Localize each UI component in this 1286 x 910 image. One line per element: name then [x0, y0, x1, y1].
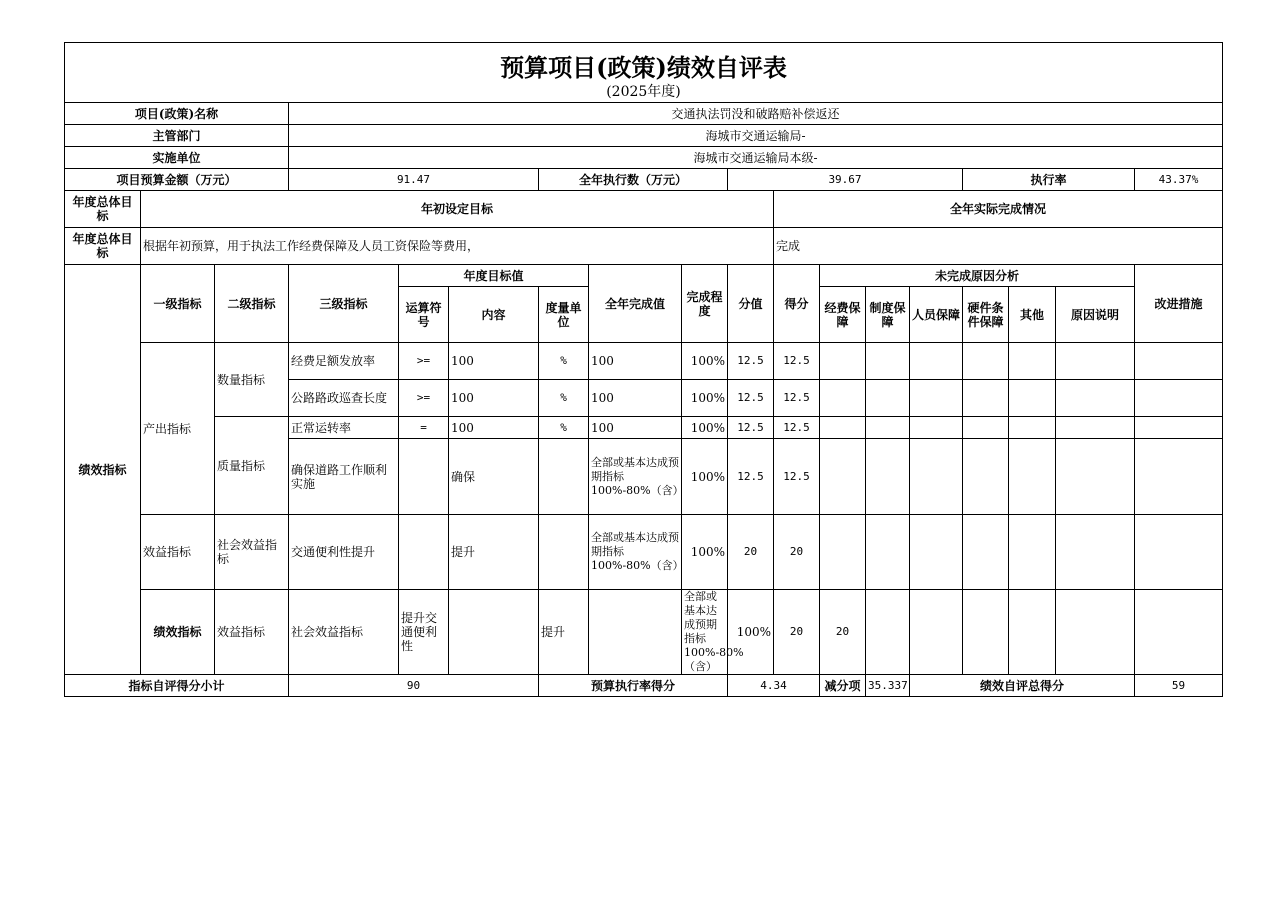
table-row-op: >= [399, 380, 449, 417]
rate-label: 执行率 [963, 169, 1135, 191]
table-row-content: 提升 [449, 515, 539, 590]
table-row-empty [866, 439, 910, 515]
table-row-level3: 公路路政巡查长度 [289, 380, 399, 417]
benefit-label-2: 效益指标 [215, 590, 289, 675]
table-row-content: 提升 [539, 590, 589, 675]
table-row-actual: 全部或基本达成预期指标100%-80%（含） [682, 590, 728, 675]
project-name-label: 项目(政策)名称 [65, 103, 289, 125]
table-row-empty [1135, 343, 1223, 380]
evaluation-table [64, 42, 1223, 697]
table-row-empty [1135, 590, 1223, 675]
table-row-empty [1135, 515, 1223, 590]
table-row-level3: 正常运转率 [289, 417, 399, 439]
goal-label-1: 年度总体目标 [65, 191, 141, 228]
table-row-value: 12.5 [728, 380, 774, 417]
table-row-completion: 100% [728, 590, 774, 675]
evaluation-sheet [64, 42, 1222, 697]
header-score-value: 分值 [728, 265, 774, 343]
rate-value: 43.37% [1135, 169, 1223, 191]
table-row-empty [963, 439, 1009, 515]
title-cell [65, 43, 1223, 103]
dept-label: 主管部门 [65, 125, 289, 147]
quantity-label: 数量指标 [215, 343, 289, 417]
table-row-unit [589, 590, 682, 675]
table-row-content: 100 [449, 343, 539, 380]
page-subtitle: (2025年度) [606, 83, 681, 100]
table-row-actual: 100 [589, 380, 682, 417]
table-row-completion: 100% [682, 380, 728, 417]
table-row-level3: 经费足额发放率 [289, 343, 399, 380]
table-row-score: 20 [820, 590, 866, 675]
header-hardware: 硬件条件保障 [963, 287, 1009, 343]
table-row-empty [963, 380, 1009, 417]
dept-value: 海城市交通运输局- [289, 125, 1223, 147]
table-row-value: 12.5 [728, 417, 774, 439]
header-reasons-group: 未完成原因分析 [820, 265, 1135, 287]
header-unit: 度量单位 [539, 287, 589, 343]
table-row-empty [1009, 343, 1056, 380]
table-row-empty [866, 343, 910, 380]
header-funding: 经费保障 [820, 287, 866, 343]
perf-label-2: 绩效指标 [141, 590, 215, 675]
header-level2: 二级指标 [215, 265, 289, 343]
subtotal-label: 指标自评得分小计 [65, 675, 289, 697]
perf-label-1: 绩效指标 [65, 265, 141, 675]
table-row-value: 20 [774, 590, 820, 675]
table-row-unit: % [539, 343, 589, 380]
table-row-empty [963, 590, 1009, 675]
table-row-empty [866, 417, 910, 439]
table-row-empty [1056, 515, 1135, 590]
table-row-content: 100 [449, 417, 539, 439]
header-completion: 完成程度 [682, 265, 728, 343]
table-row-empty [1135, 380, 1223, 417]
exec-value: 39.67 [728, 169, 963, 191]
deduction-label: 减分项 [820, 675, 866, 697]
table-row-value: 20 [728, 515, 774, 590]
page-title: 预算项目(政策)绩效自评表 [500, 52, 787, 82]
table-row-op [449, 590, 539, 675]
table-row-empty [820, 515, 866, 590]
table-row-completion: 100% [682, 439, 728, 515]
table-row-score: 20 [774, 515, 820, 590]
table-row-empty [1009, 439, 1056, 515]
table-row-op: = [399, 417, 449, 439]
table-row-empty [910, 343, 963, 380]
table-row-empty [1056, 343, 1135, 380]
header-target-group: 年度目标值 [399, 265, 589, 287]
table-row-op: >= [399, 343, 449, 380]
table-row-empty [1056, 439, 1135, 515]
table-row-actual: 全部或基本达成预期指标100%-80%（含） [589, 439, 682, 515]
social-label-2: 社会效益指标 [289, 590, 399, 675]
initial-goal-text: 根据年初预算，用于执法工作经费保障及人员工资保险等费用， [141, 228, 774, 265]
table-row-empty [910, 439, 963, 515]
table-row-completion: 100% [682, 417, 728, 439]
table-row-empty [866, 590, 910, 675]
output-label: 产出指标 [141, 343, 215, 515]
header-other: 其他 [1009, 287, 1056, 343]
actual-goal-text: 完成 [774, 228, 1223, 265]
table-row-empty [1009, 380, 1056, 417]
header-score: 得分 [774, 265, 820, 343]
quality-label: 质量指标 [215, 417, 289, 515]
table-row-completion: 100% [682, 515, 728, 590]
table-row-empty [963, 417, 1009, 439]
total-value: 59 [1135, 675, 1223, 697]
table-row-empty [963, 343, 1009, 380]
table-row-empty [963, 515, 1009, 590]
table-row-unit: % [539, 380, 589, 417]
table-row-unit [539, 515, 589, 590]
header-full-year: 全年完成值 [589, 265, 682, 343]
table-row-level3: 确保道路工作顺利实施 [289, 439, 399, 515]
header-system: 制度保障 [866, 287, 910, 343]
table-row-empty [866, 380, 910, 417]
header-improve: 改进措施 [1135, 265, 1223, 343]
table-row-score: 12.5 [774, 380, 820, 417]
budget-value: 91.47 [289, 169, 539, 191]
table-row-score: 12.5 [774, 343, 820, 380]
total-label: 绩效自评总得分 [910, 675, 1135, 697]
table-row-actual: 100 [589, 343, 682, 380]
table-row-empty [1135, 417, 1223, 439]
table-row-empty [1009, 417, 1056, 439]
table-row-value: 12.5 [728, 343, 774, 380]
table-row-empty [1056, 380, 1135, 417]
header-op: 运算符号 [399, 287, 449, 343]
table-row-unit [539, 439, 589, 515]
table-row-empty [910, 417, 963, 439]
table-row-actual: 100 [589, 417, 682, 439]
unit-label: 实施单位 [65, 147, 289, 169]
table-row-empty [820, 439, 866, 515]
table-row-op [399, 515, 449, 590]
table-row-empty [1056, 417, 1135, 439]
subtotal-value: 90 [289, 675, 539, 697]
table-row-actual: 全部或基本达成预期指标100%-80%（含） [589, 515, 682, 590]
budget-score-label: 预算执行率得分 [539, 675, 728, 697]
budget-score-value: 4.34 [728, 675, 820, 697]
table-row-completion: 100% [682, 343, 728, 380]
table-row-content: 100 [449, 380, 539, 417]
deduction-value: 35.337 [866, 675, 910, 697]
actual-goal-header: 全年实际完成情况 [774, 191, 1223, 228]
unit-value: 海城市交通运输局本级- [289, 147, 1223, 169]
exec-label: 全年执行数（万元） [539, 169, 728, 191]
table-row-score: 12.5 [774, 417, 820, 439]
table-row-empty [910, 380, 963, 417]
table-row-level3: 提升交通便利性 [399, 590, 449, 675]
header-level1: 一级指标 [141, 265, 215, 343]
table-row-score: 12.5 [774, 439, 820, 515]
benefit-label-1: 效益指标 [141, 515, 215, 590]
header-content: 内容 [449, 287, 539, 343]
budget-label: 项目预算金额（万元） [65, 169, 289, 191]
table-row-empty [820, 380, 866, 417]
header-level3: 三级指标 [289, 265, 399, 343]
table-row-empty [1009, 515, 1056, 590]
table-row-level3: 交通便利性提升 [289, 515, 399, 590]
header-personnel: 人员保障 [910, 287, 963, 343]
table-row-empty [866, 515, 910, 590]
table-row-empty [820, 343, 866, 380]
goal-label-2: 年度总体目标 [65, 228, 141, 265]
table-row-op [399, 439, 449, 515]
table-row-empty [1009, 590, 1056, 675]
table-row-empty [910, 590, 963, 675]
table-row-unit: % [539, 417, 589, 439]
social-label-1: 社会效益指标 [215, 515, 289, 590]
table-row-value: 12.5 [728, 439, 774, 515]
table-row-empty [820, 417, 866, 439]
table-row-content: 确保 [449, 439, 539, 515]
header-reason-desc: 原因说明 [1056, 287, 1135, 343]
table-row-empty [1056, 590, 1135, 675]
table-row-empty [910, 515, 963, 590]
project-name-value: 交通执法罚没和破路赔补偿返还 [289, 103, 1223, 125]
table-row-empty [1135, 439, 1223, 515]
initial-goal-header: 年初设定目标 [141, 191, 774, 228]
